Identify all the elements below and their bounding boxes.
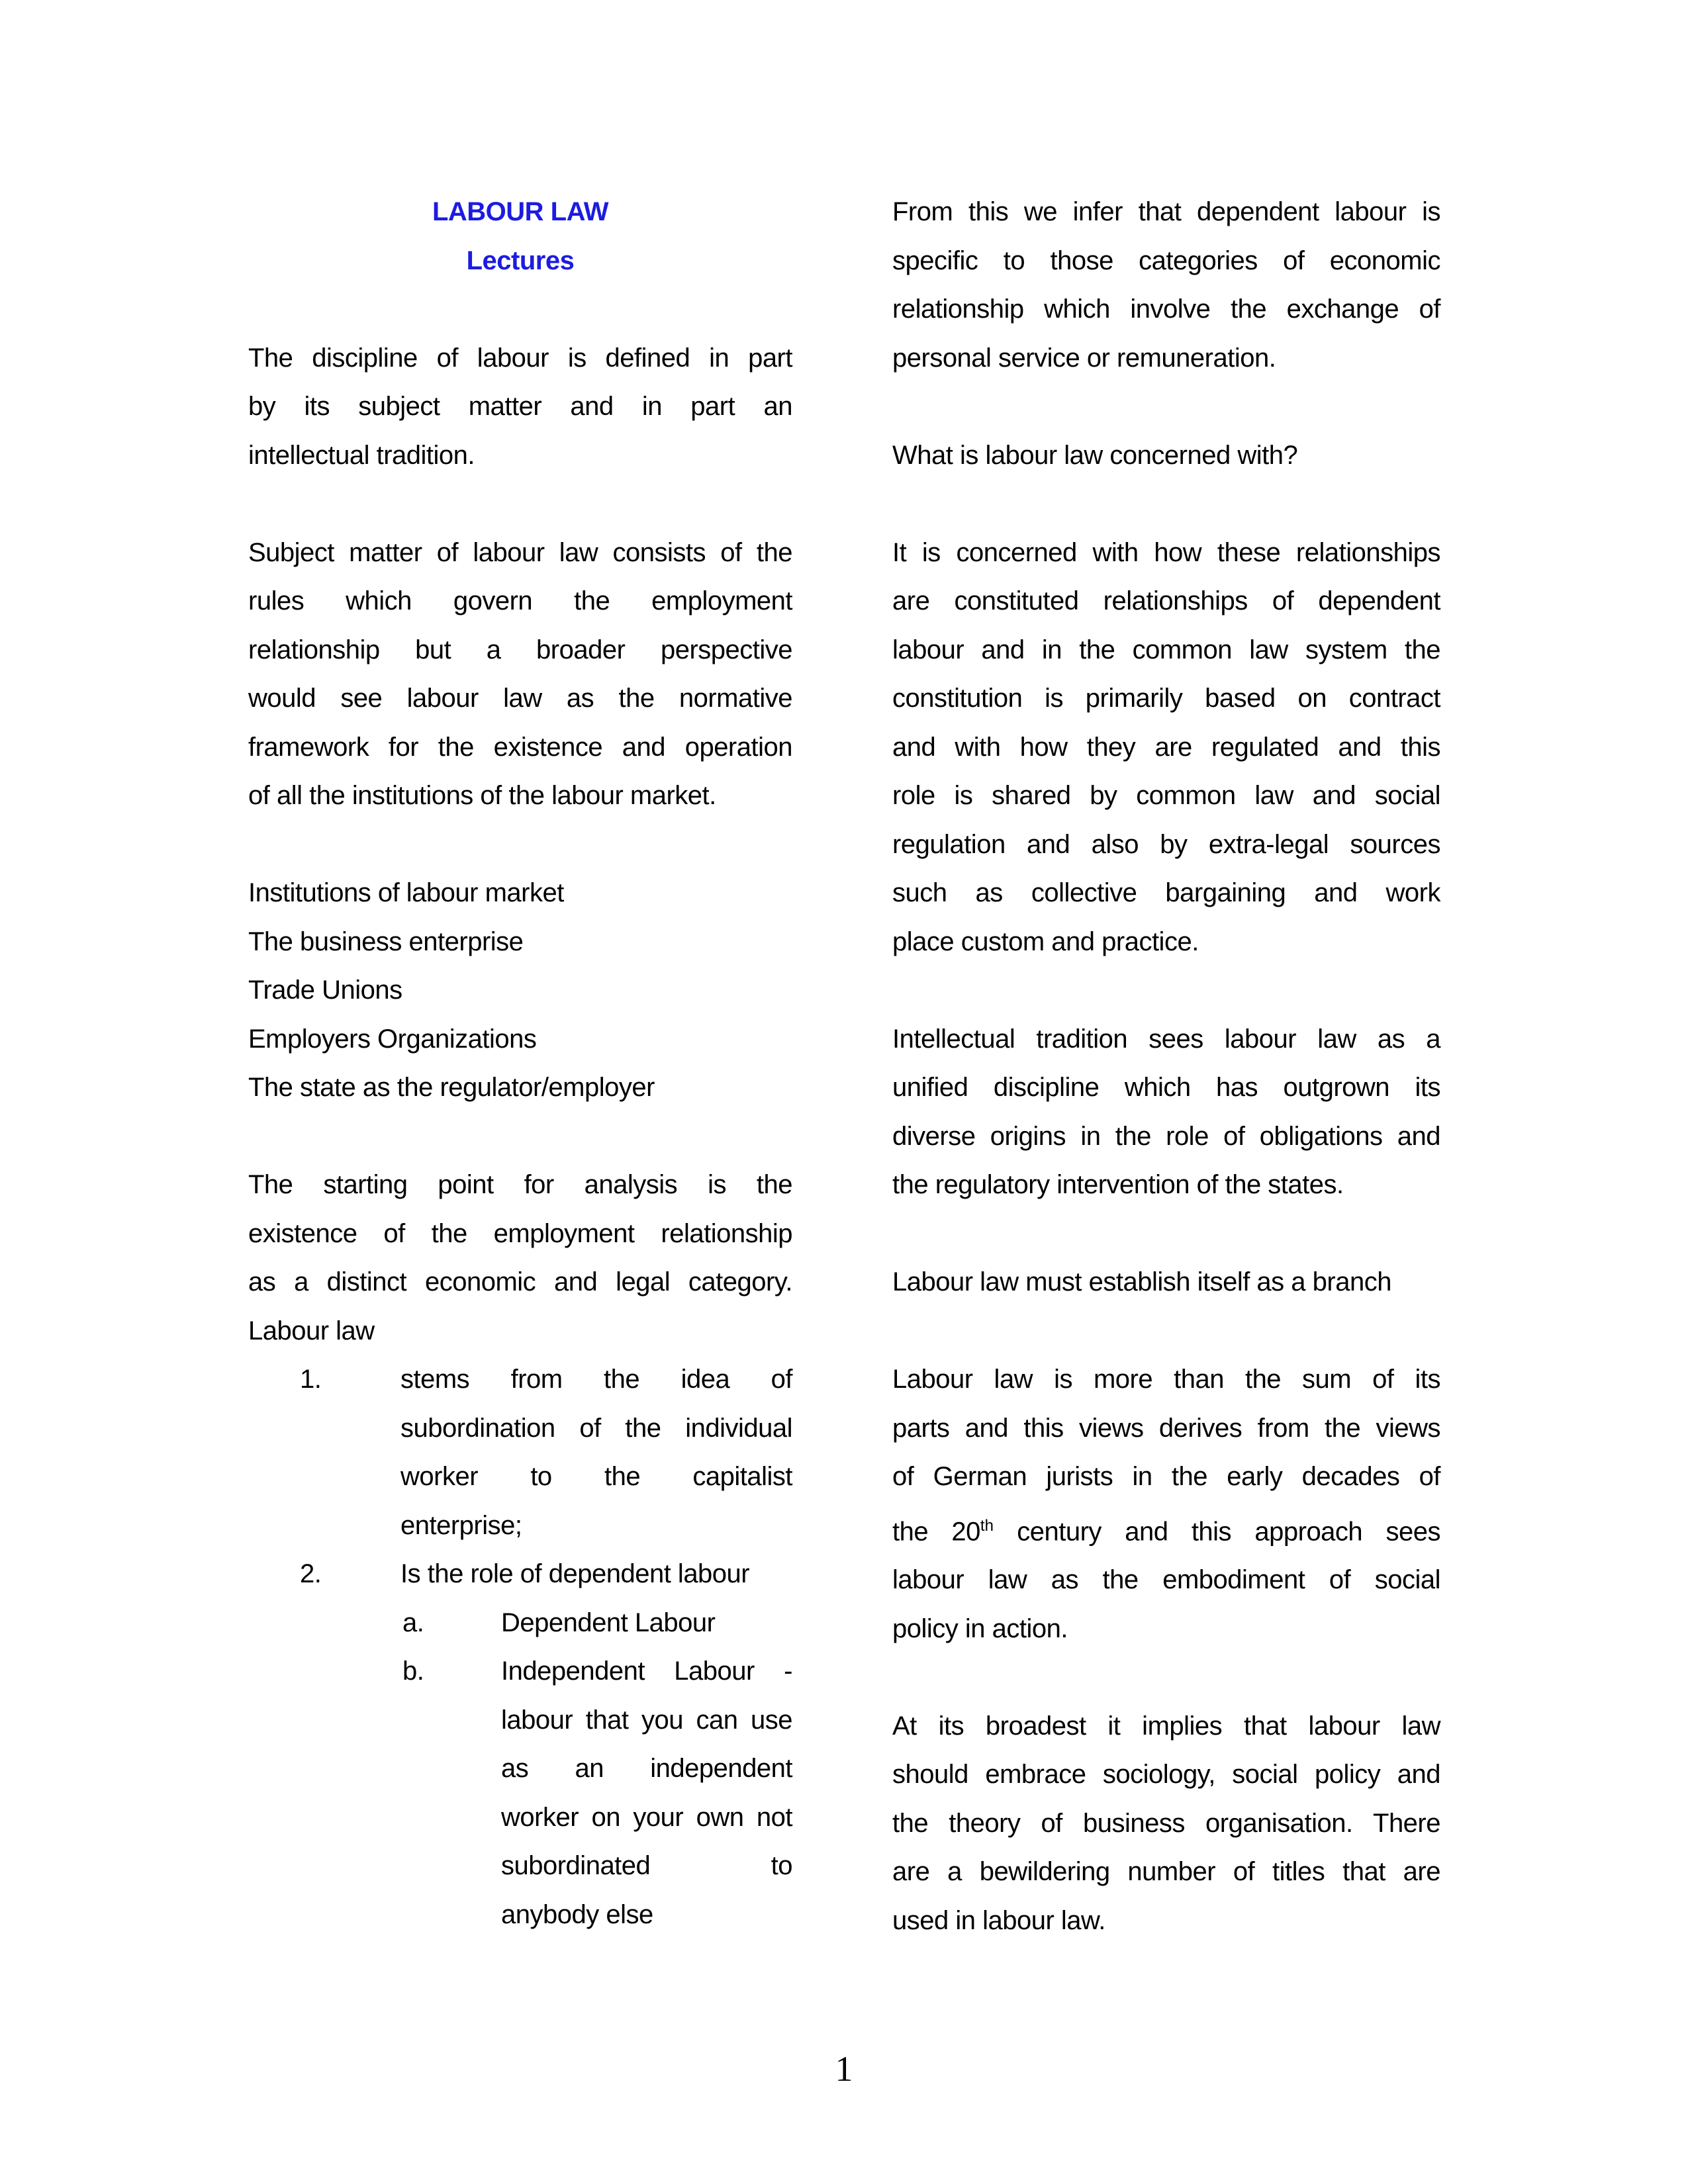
text-line: Employers Organizations	[248, 1024, 537, 1054]
text-line: regulation and also by extra-legal sources	[892, 829, 1440, 859]
text-line: specific to those categories of economic	[892, 246, 1440, 275]
list-item	[248, 1599, 792, 1648]
text-line: parts and this views derives from the views	[892, 1413, 1440, 1443]
paragraph	[892, 529, 1440, 967]
text-line: It is concerned with how these relationships	[892, 537, 1440, 567]
text-line: Institutions of labour market	[248, 878, 564, 907]
text-line: as an independent	[501, 1754, 792, 1783]
text-line: worker to the capitalist	[400, 1462, 792, 1491]
text-line: diverse origins in the role of obligations and	[892, 1121, 1440, 1151]
superscript: th	[980, 1516, 994, 1535]
text-line: relationship which involve the exchange of	[892, 295, 1440, 324]
text-segment: the 20	[892, 1516, 980, 1546]
paragraph	[248, 1161, 792, 1355]
text-line	[892, 1502, 1440, 1557]
text-line: The starting point for analysis is the	[248, 1170, 792, 1199]
text-line: subordinated to	[501, 1851, 792, 1880]
paragraph	[892, 1702, 1440, 1946]
list-item	[248, 1355, 792, 1550]
paragraph	[892, 1258, 1440, 1307]
list-marker: b.	[402, 1657, 424, 1686]
list-item	[248, 1647, 792, 1939]
text-line: role is shared by common law and social	[892, 781, 1440, 810]
text-line: worker on your own not	[501, 1802, 792, 1832]
text-line: The business enterprise	[248, 927, 524, 956]
text-line: From this we infer that dependent labour is	[892, 197, 1440, 226]
text-line: anybody else	[501, 1899, 653, 1929]
text-line: Is the role of dependent labour	[400, 1559, 750, 1588]
list-marker: a.	[402, 1608, 424, 1637]
paragraph	[892, 188, 1440, 383]
text-segment: century and this approach sees	[993, 1516, 1440, 1546]
text-line: At its broadest it implies that labour law	[892, 1711, 1440, 1741]
text-line: subordination of the individual	[400, 1413, 792, 1443]
text-line: Intellectual tradition sees labour law as a	[892, 1024, 1440, 1054]
text-line: constitution is primarily based on contract	[892, 684, 1440, 713]
text-line: place custom and practice.	[892, 927, 1199, 956]
text-line: policy in action.	[892, 1614, 1068, 1643]
paragraph	[892, 1015, 1440, 1210]
text-line: Labour law must establish itself as a branch	[892, 1267, 1391, 1297]
paragraph	[892, 1355, 1440, 1653]
text-line: unified discipline which has outgrown its	[892, 1073, 1440, 1102]
document-title-line: LABOUR LAW	[432, 197, 609, 226]
text-line: Subject matter of labour law consists of the	[248, 537, 792, 567]
text-line: should embrace sociology, social policy and	[892, 1760, 1440, 1790]
text-line: the regulatory intervention of the states.	[892, 1170, 1344, 1199]
text-line: The discipline of labour is defined in part	[248, 343, 792, 373]
line-list	[248, 869, 792, 1113]
text-line: of German jurists in the early decades of	[892, 1462, 1440, 1491]
text-line: labour and in the common law system the	[892, 635, 1440, 664]
text-line: used in labour law.	[892, 1905, 1105, 1935]
text-line: labour law as the embodiment of social	[892, 1565, 1440, 1595]
document-title-line: Lectures	[466, 246, 575, 275]
text-line: and with how they are regulated and this	[892, 732, 1440, 762]
list-item	[248, 1550, 792, 1599]
text-line: would see labour law as the normative	[248, 684, 792, 713]
text-line: the theory of business organisation. There	[892, 1808, 1440, 1838]
text-line: personal service or remuneration.	[892, 343, 1276, 373]
text-line: Independent Labour -	[501, 1657, 792, 1686]
text-line: framework for the existence and operation	[248, 732, 792, 762]
text-line: rules which govern the employment	[248, 586, 792, 615]
text-line: The state as the regulator/employer	[248, 1073, 655, 1102]
text-line: stems from the idea of	[400, 1365, 792, 1394]
text-line: What is labour law concerned with?	[892, 440, 1298, 470]
text-line: intellectual tradition.	[248, 440, 475, 470]
column-right	[892, 188, 1440, 1994]
list-marker: 1.	[300, 1365, 322, 1394]
text-line: as a distinct economic and legal category.	[248, 1267, 792, 1297]
column-left	[248, 188, 792, 1988]
text-line: relationship but a broader perspective	[248, 635, 792, 664]
text-line: Trade Unions	[248, 976, 402, 1005]
text-line: are a bewildering number of titles that are	[892, 1857, 1440, 1887]
page-number: 1	[835, 2049, 853, 2089]
text-line: by its subject matter and in part an	[248, 392, 792, 421]
text-line: Labour law	[248, 1316, 375, 1345]
text-line: labour that you can use	[501, 1705, 792, 1735]
text-line: are constituted relationships of dependent	[892, 586, 1440, 615]
paragraph	[892, 432, 1440, 480]
document-title	[248, 188, 792, 285]
text-line: Dependent Labour	[501, 1608, 716, 1637]
text-line: of all the institutions of the labour market.	[248, 781, 716, 810]
paragraph	[248, 334, 792, 480]
paragraph	[248, 529, 792, 821]
list-marker: 2.	[300, 1559, 322, 1588]
text-line: Labour law is more than the sum of its	[892, 1365, 1440, 1394]
text-line: existence of the employment relationship	[248, 1218, 792, 1248]
text-line: enterprise;	[400, 1510, 522, 1540]
text-line: such as collective bargaining and work	[892, 878, 1440, 907]
